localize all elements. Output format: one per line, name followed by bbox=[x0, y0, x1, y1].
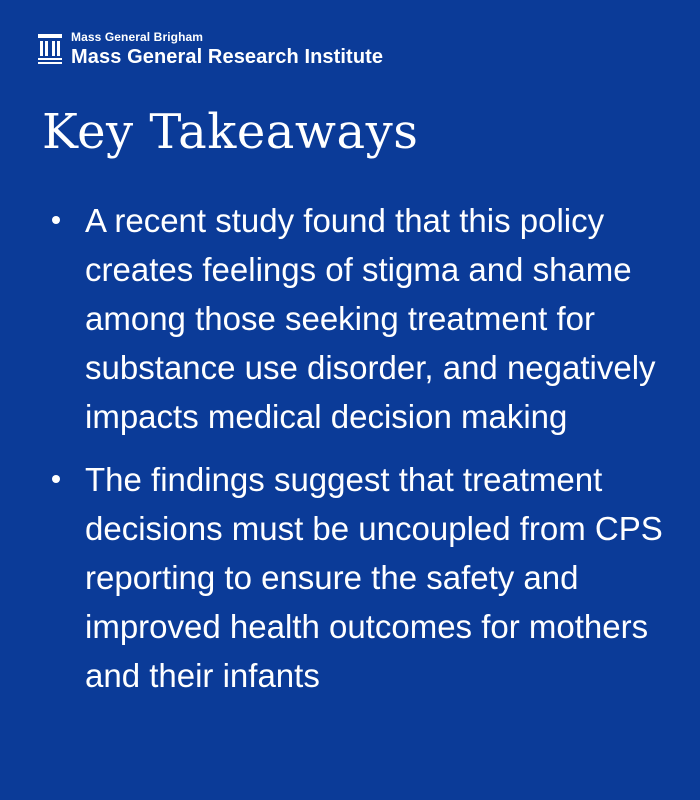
bullet-icon bbox=[52, 216, 60, 224]
institute-name: Mass General Research Institute bbox=[71, 46, 384, 68]
bullet-icon bbox=[52, 475, 60, 483]
takeaway-text: A recent study found that this policy creates feelings of stigma and shame among those seeking treatment for substance use disorder, and negatively impacts medical decision making bbox=[85, 202, 656, 435]
building-columns-icon bbox=[38, 34, 62, 64]
takeaway-item bbox=[52, 455, 672, 700]
parent-org-name: Mass General Brigham bbox=[71, 30, 204, 44]
page-title: Key Takeaways bbox=[42, 104, 419, 160]
brand-header bbox=[38, 31, 383, 67]
takeaway-item bbox=[52, 196, 672, 441]
brand-text bbox=[71, 31, 383, 67]
takeaway-text: The findings suggest that treatment decisions must be uncoupled from CPS reporting to ensure the safety and improved health outcomes for mothers and their infants bbox=[85, 461, 663, 694]
takeaways-list bbox=[52, 196, 672, 714]
